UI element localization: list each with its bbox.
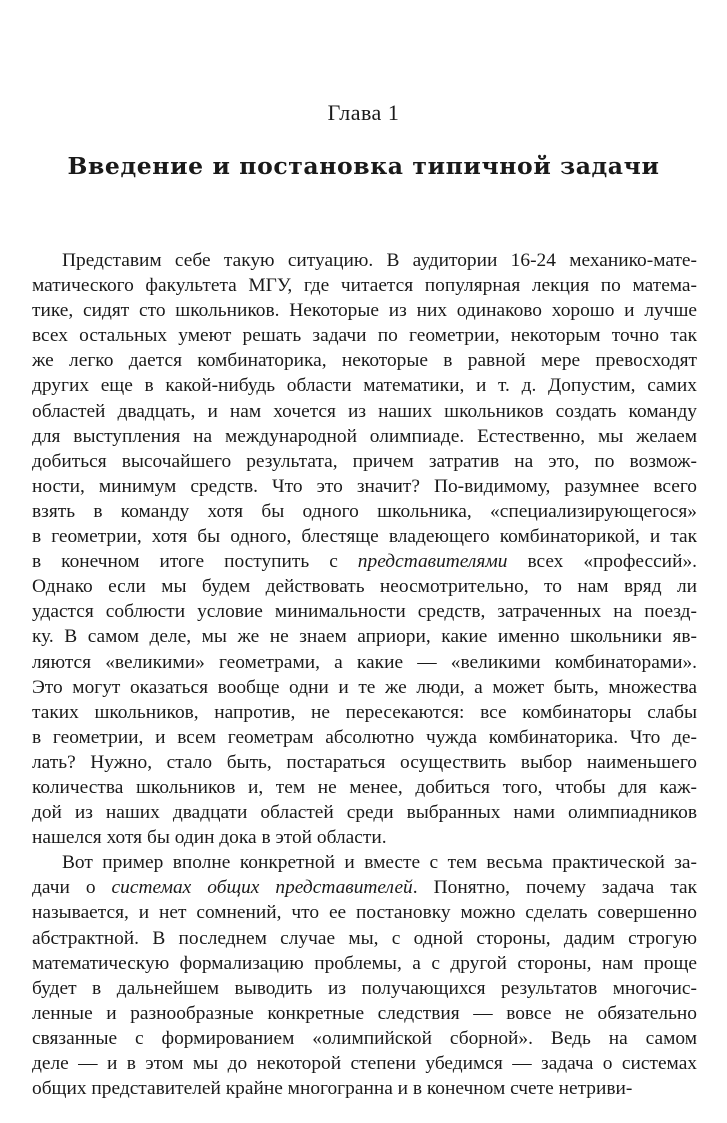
text-line: [32, 599, 697, 624]
text-line: [32, 499, 697, 524]
text-line: [32, 373, 697, 398]
text-line: [32, 1001, 697, 1026]
text-segment: областей двадцать, и нам хочется из наших школьников создать команду: [32, 400, 697, 422]
chapter-title: Введение и постановка типичной задачи: [67, 152, 660, 180]
text-line: [32, 951, 697, 976]
text-segment: связанные с формированием «олимпийской сборной». Ведь на самом: [32, 1027, 697, 1049]
text-segment: деле — и в этом мы до некоторой степени убедимся — задача о системах: [32, 1053, 697, 1074]
paragraph: [32, 850, 697, 1101]
text-line: [32, 449, 697, 474]
text-segment: ляются «великими» геометрами, а какие — «великими комбинаторами».: [32, 651, 697, 673]
text-line: [32, 850, 697, 875]
text-segment: тике, сидят сто школьников. Некоторые из них одинаково хорошо и лучше: [32, 300, 697, 322]
text-segment: количества школьников и, тем не менее, добиться того, чтобы для каж-: [32, 776, 697, 798]
text-line: [32, 675, 697, 700]
text-segment: математическую формализацию проблемы, а с другой стороны, нам проще: [32, 952, 697, 974]
paragraph: [32, 248, 697, 850]
text-line: [32, 1076, 697, 1101]
text-segment: ку. В самом деле, мы же не знаем априори, какие именно школьники яв-: [32, 626, 697, 648]
text-line: [32, 248, 697, 273]
text-line: [32, 926, 697, 951]
text-line: [32, 1051, 697, 1076]
text-line: [32, 348, 697, 373]
text-line: [32, 800, 697, 825]
text-segment: абстрактной. В последнем случае мы, с одной стороны, дадим строгую: [32, 927, 697, 949]
text-segment: ности, минимум средств. Что это значит? По-видимому, разумнее всего: [32, 475, 697, 497]
text-segment: в конечном итоге поступить с: [32, 551, 358, 573]
text-line: [32, 273, 697, 298]
text-line: [32, 700, 697, 725]
text-line: [32, 399, 697, 424]
text-segment: называется, и нет сомнений, что ее постановку можно сделать совершенно: [32, 902, 697, 924]
text-segment: общих представителей крайне многогранна и в конечном счете нетриви-: [32, 1078, 633, 1100]
text-line: [32, 549, 697, 574]
text-segment: Это могут оказаться вообще одни и те же люди, а может быть, множества: [32, 676, 697, 698]
text-segment: Вот пример вполне конкретной и вместе с тем весьма практической за-: [62, 852, 697, 874]
text-line: [32, 474, 697, 499]
text-segment: взять в команду хотя бы одного школьника, «специализирующегося»: [32, 500, 697, 522]
text-segment: матического факультета МГУ, где читается популярная лекция по матема-: [32, 275, 697, 297]
text-segment: . Понятно, почему задача так: [412, 877, 697, 899]
text-segment: всех «профессий».: [507, 551, 697, 573]
text-line: [32, 725, 697, 750]
text-segment: же легко дается комбинаторика, некоторые в равной мере превосходят: [32, 350, 697, 372]
text-line: [32, 775, 697, 800]
text-segment: Представим себе такую ситуацию. В аудитории 16-24 механико-мате-: [62, 250, 697, 271]
italic-term: представителями: [357, 551, 508, 573]
text-line: [32, 650, 697, 675]
text-segment: добиться высочайшего результата, причем затратив на это, по возмож-: [32, 450, 697, 472]
text-line: [32, 298, 697, 323]
text-segment: ленные и разнообразные конкретные следствия — вовсе не обязательно: [32, 1002, 697, 1024]
text-line: [32, 524, 697, 549]
text-segment: других еще в какой-нибудь области математики, и т. д. Допустим, самих: [32, 375, 697, 397]
text-segment: всех остальных умеют решать задачи по геометрии, некоторым точно так: [32, 325, 697, 347]
text-line: [32, 1026, 697, 1051]
text-line: [32, 976, 697, 1001]
text-line: [32, 900, 697, 925]
text-segment: нашелся хотя бы один дока в этой области.: [32, 827, 387, 849]
text-segment: в геометрии, и всем геометрам абсолютно чужда комбинаторика. Что де-: [32, 726, 697, 748]
text-segment: в геометрии, хотя бы одного, блестяще владеющего комбинаторикой, и так: [32, 526, 697, 548]
text-segment: будет в дальнейшем выводить из получающихся результатов многочис-: [32, 977, 697, 999]
text-line: [32, 875, 697, 900]
body-text: [32, 248, 697, 1101]
text-segment: лать? Нужно, стало быть, постараться осуществить выбор наименьшего: [32, 751, 697, 773]
text-line: [32, 624, 697, 649]
text-line: [32, 574, 697, 599]
text-segment: Однако если мы будем действовать неосмотрительно, то нам вряд ли: [32, 576, 697, 598]
italic-term: системах общих представителей: [111, 877, 413, 899]
text-line: [32, 323, 697, 348]
text-segment: для выступления на международной олимпиаде. Естественно, мы желаем: [32, 425, 697, 447]
text-segment: удастся соблюсти условие минимальности средств, затраченных на поезд-: [32, 601, 697, 623]
text-segment: дой из наших двадцати областей среди выбранных нами олимпиадников: [32, 802, 697, 824]
text-line: [32, 424, 697, 449]
text-segment: дачи о: [32, 877, 112, 899]
text-line: [32, 825, 697, 850]
text-segment: таких школьников, напротив, не пересекаются: все комбинаторы слабы: [32, 701, 697, 723]
chapter-label: Глава 1: [327, 100, 400, 125]
text-line: [32, 750, 697, 775]
